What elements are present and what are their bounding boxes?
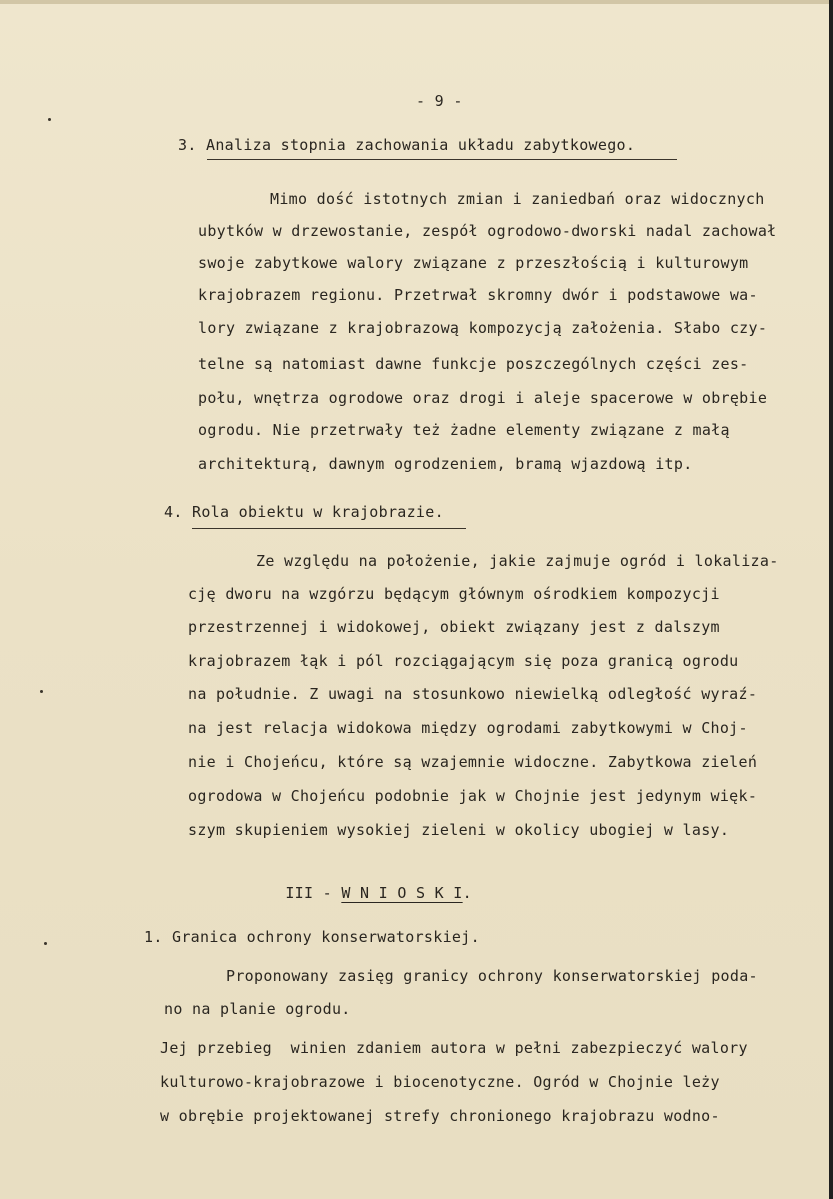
margin-mark — [48, 118, 51, 121]
paragraph-line: kulturowo-krajobrazowe i biocenotyczne. Ogród w Chojnie leży — [160, 1073, 720, 1091]
paragraph-line: na południe. Z uwagi na stosunkowo niewielką odległość wyraź- — [188, 685, 758, 703]
paragraph-line: Proponowany zasięg granicy ochrony konserwatorskiej poda- — [226, 967, 758, 985]
paragraph-line: ogrodowa w Chojeńcu podobnie jak w Chojnie jest jedynym więk- — [188, 787, 758, 805]
heading-underline — [207, 159, 677, 160]
page-number: - 9 - — [416, 92, 463, 110]
paragraph-line: ubytków w drzewostanie, zespół ogrodowo-dworski nadal zachował — [198, 222, 777, 240]
subsection-heading: 1. Granica ochrony konserwatorskiej. — [144, 928, 480, 946]
paragraph-line: krajobrazem łąk i pól rozciągającym się poza granicą ogrodu — [188, 652, 739, 670]
paragraph-line: Ze względu na położenie, jakie zajmuje ogród i lokaliza- — [256, 552, 779, 570]
page-right-edge — [829, 0, 833, 1199]
chapter-title: W N I O S K I — [341, 884, 463, 902]
section-heading: 4. Rola obiektu w krajobrazie. — [164, 503, 444, 521]
paragraph-line: krajobrazem regionu. Przetrwał skromny dwór i podstawowe wa- — [198, 286, 758, 304]
paragraph-line: Mimo dość istotnych zmian i zaniedbań oraz widocznych — [270, 190, 765, 208]
paragraph-line: przestrzennej i widokowej, obiekt związany jest z dalszym — [188, 618, 720, 636]
paragraph-line: lory związane z krajobrazową kompozycją założenia. Słabo czy- — [198, 319, 768, 337]
paragraph-line: no na planie ogrodu. — [164, 1000, 351, 1018]
paragraph-line: szym skupieniem wysokiej zieleni w okolicy ubogiej w lasy. — [188, 821, 730, 839]
heading-underline — [192, 528, 466, 529]
page-top-edge — [0, 0, 833, 4]
paragraph-line: połu, wnętrza ogrodowe oraz drogi i aleje spacerowe w obrębie — [198, 389, 768, 407]
margin-mark — [44, 942, 47, 945]
paragraph-line: ogrodu. Nie przetrwały też żadne elementy związane z małą — [198, 421, 730, 439]
paragraph-line: architekturą, dawnym ogrodzeniem, bramą wjazdową itp. — [198, 455, 693, 473]
paragraph-line: na jest relacja widokowa między ogrodami zabytkowymi w Choj- — [188, 719, 748, 737]
chapter-heading — [248, 866, 472, 920]
section-heading: 3. Analiza stopnia zachowania układu zabytkowego. — [178, 136, 636, 154]
margin-mark — [40, 690, 43, 693]
paragraph-line: w obrębie projektowanej strefy chronionego krajobrazu wodno- — [160, 1107, 720, 1125]
paragraph-line: nie i Chojeńcu, które są wzajemnie widoczne. Zabytkowa zieleń — [188, 753, 758, 771]
chapter-suffix: . — [462, 884, 472, 902]
paragraph-line: cję dworu na wzgórzu będącym głównym ośrodkiem kompozycji — [188, 585, 720, 603]
paragraph-line: telne są natomiast dawne funkcje poszczególnych części zes- — [198, 355, 749, 373]
paragraph-line: Jej przebieg winien zdaniem autora w pełni zabezpieczyć walory — [160, 1039, 748, 1057]
paragraph-line: swoje zabytkowe walory związane z przeszłością i kulturowym — [198, 254, 749, 272]
chapter-prefix: III - — [285, 884, 342, 902]
